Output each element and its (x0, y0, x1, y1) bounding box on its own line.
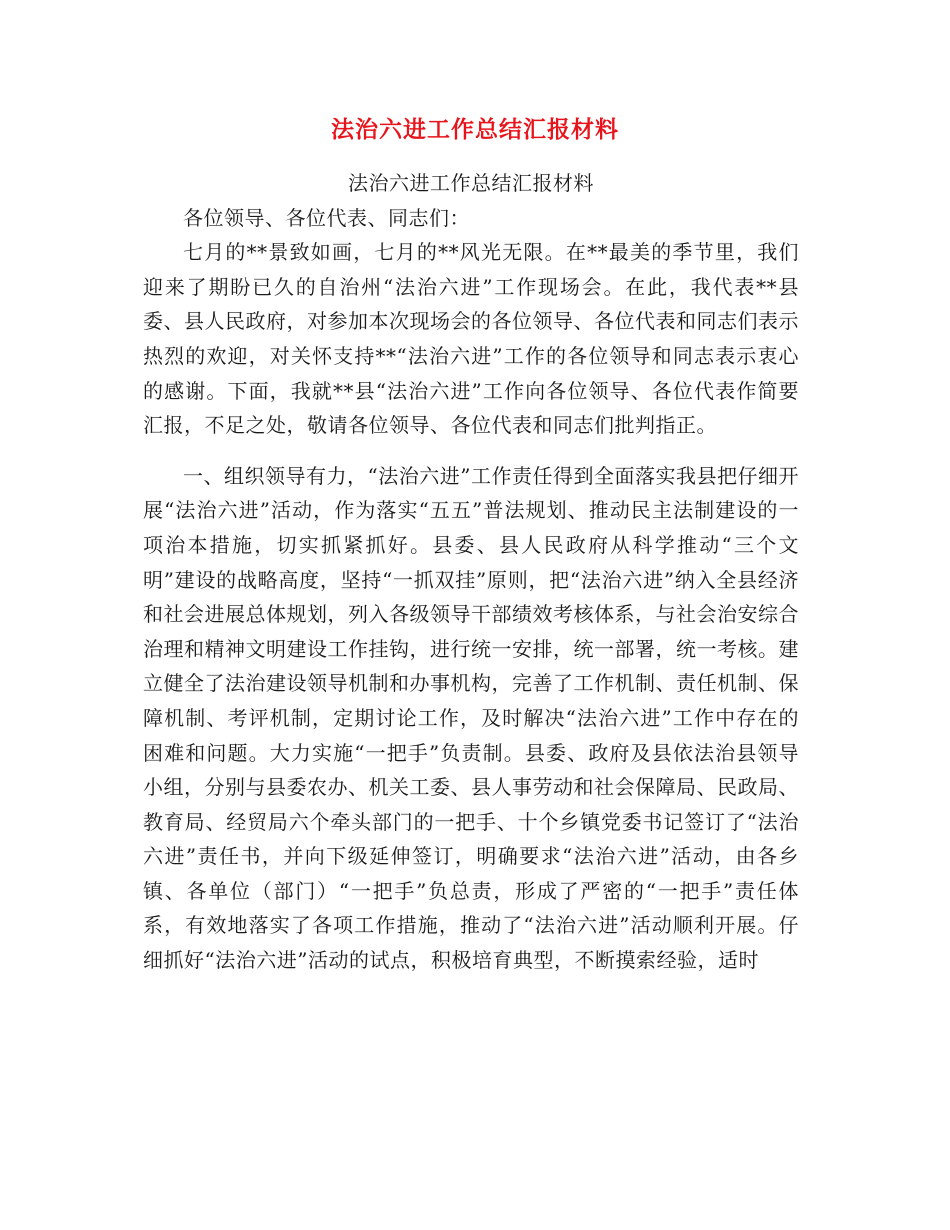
document-body (143, 166, 799, 978)
document-subtitle: 法治六进工作总结汇报材料 (348, 171, 594, 195)
document-title: 法治六进工作总结汇报材料 (331, 117, 619, 143)
paragraph-opening: 七月的**景致如画，七月的**风光无限。在**最美的季节里，我们迎来了期盼已久的自治州“法治六进”工作现场会。在此，我代表**县委、县人民政府，对参加本次现场会的各位领导、各位代表和同志们表示热烈的欢迎，对关怀支持**“法治六进”工作的各位领导和同志表示衷心的感谢。下面，我就**县“法治六进”工作向各位领导、各位代表作简要汇报，不足之处，敬请各位领导、各位代表和同志们批判指正。 (143, 240, 799, 438)
salutation: 各位领导、各位代表、同志们： (183, 205, 470, 230)
paragraph-section-one: 一、组织领导有力，“法治六进”工作责任得到全面落实我县把仔细开展“法治六进”活动，作为落实“五五”普法规划、推动民主法制建设的一项治本措施，切实抓紧抓好。县委、县人民政府从科学推动“三个文明”建设的战略高度，坚持“一抓双挂”原则，把“法治六进”纳入全县经济和社会进展总体规划，列入各级领导干部绩效考核体系，与社会治安综合治理和精神文明建设工作挂钩，进行统一安排，统一部署，统一考核。建立健全了法治建设领导机制和办事机构，完善了工作机制、责任机制、保障机制、考评机制，定期讨论工作，及时解决“法治六进”工作中存在的困难和问题。大力实施“一把手”负责制。县委、政府及县依法治县领导小组，分别与县委农办、机关工委、县人事劳动和社会保障局、民政局、教育局、经贸局六个牵头部门的一把手、十个乡镇党委书记签订了“法治六进”责任书，并向下级延伸签订，明确要求“法治六进”活动，由各乡镇、各单位（部门）“一把手”负总责，形成了严密的“一把手”责任体系，有效地落实了各项工作措施，推动了“法治六进”活动顺利开展。仔细抓好“法治六进”活动的试点，积极培育典型，不断摸索经验，适时 (143, 463, 799, 973)
